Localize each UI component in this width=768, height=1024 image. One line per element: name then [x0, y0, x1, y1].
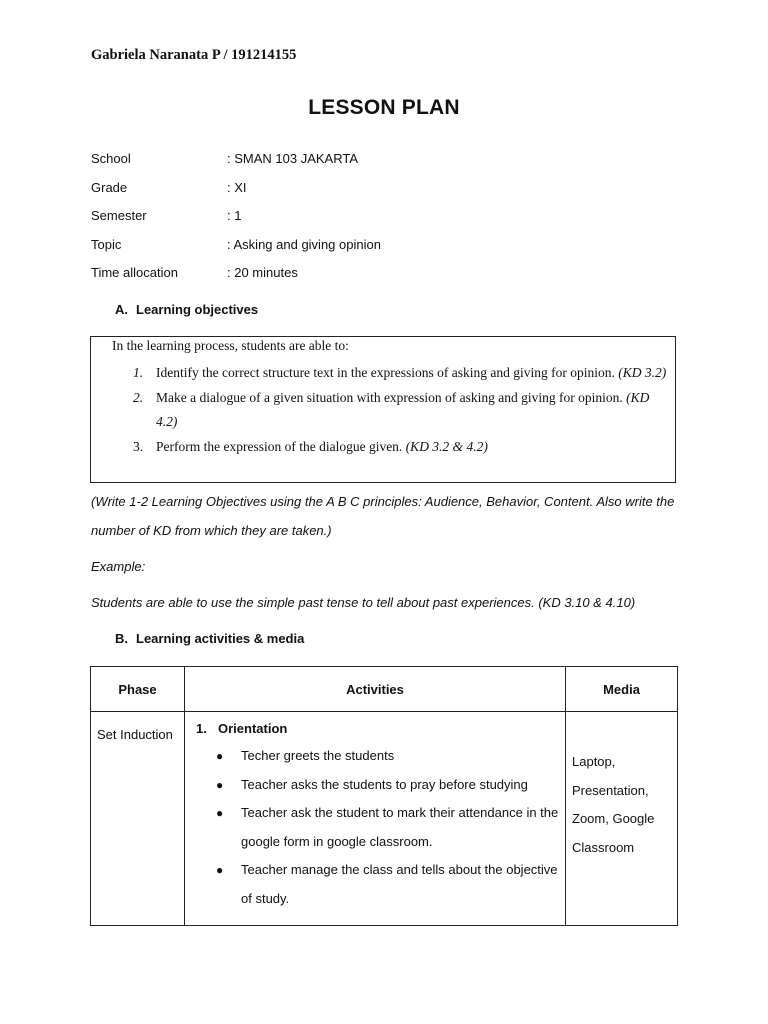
- section-title: Learning activities & media: [136, 631, 305, 646]
- objective-text-wrap: [156, 386, 667, 435]
- activity-list: [196, 742, 559, 913]
- info-label: Topic: [91, 236, 122, 252]
- objective-kd: (KD 4.2): [156, 389, 650, 429]
- example-label: Example:: [91, 559, 146, 574]
- objective-text: Identify the correct structure text in the expressions of asking and giving for opinion.: [156, 365, 619, 380]
- objective-number: 3.: [133, 438, 144, 454]
- phase-cell: Set Induction: [91, 712, 185, 926]
- list-item: [216, 856, 559, 913]
- objective-kd: (KD 3.2 & 4.2): [405, 438, 488, 454]
- column-header-activities: Activities: [185, 667, 566, 712]
- activity-text: Teacher asks the students to pray before studying: [241, 776, 528, 792]
- orientation-heading: [196, 718, 559, 740]
- objective-text-wrap: [156, 435, 488, 460]
- objective-text: Make a dialogue of a given situation with expression of asking and giving for opinion.: [156, 389, 627, 405]
- objective-item: [133, 435, 667, 460]
- objectives-list: [133, 361, 667, 459]
- bullet-icon: ●: [216, 777, 224, 792]
- info-block: [91, 151, 381, 294]
- example-text: Students are able to use the simple past tense to tell about past experiences. (KD 3.10 & 4.10): [91, 595, 636, 610]
- section-b-heading: [115, 631, 304, 646]
- objective-item: [133, 361, 667, 386]
- table-header-row: [91, 667, 678, 712]
- activity-text: Techer greets the students: [241, 748, 395, 763]
- info-value: : 20 minutes: [227, 265, 298, 280]
- activity-text: Teacher manage the class and tells about the objective of study.: [241, 862, 558, 906]
- section-title: Learning objectives: [136, 302, 259, 317]
- objective-text-wrap: [156, 361, 666, 386]
- info-row-grade: [91, 180, 381, 209]
- objective-number: 2.: [133, 389, 144, 405]
- objective-kd: (KD 3.2): [618, 365, 667, 380]
- orientation-title: Orientation: [218, 721, 288, 736]
- activities-cell: [185, 712, 566, 926]
- list-item: [216, 742, 559, 771]
- info-value: : XI: [227, 179, 247, 195]
- info-value: : 1: [227, 208, 242, 223]
- info-row-time: [91, 265, 381, 294]
- section-letter: B.: [115, 631, 128, 646]
- objectives-intro: In the learning process, students are able to:: [112, 338, 349, 353]
- info-row-semester: [91, 208, 381, 237]
- objectives-note: (Write 1-2 Learning Objectives using the A B C principles: Audience, Behavior, Content. Also write the number of KD from which they are taken.): [91, 494, 675, 538]
- section-letter: A.: [115, 302, 128, 317]
- info-label: Grade: [91, 179, 128, 195]
- objective-item: [133, 386, 667, 435]
- objective-text: Perform the expression of the dialogue given.: [156, 438, 406, 454]
- page-title: LESSON PLAN: [308, 96, 460, 119]
- bullet-icon: ●: [216, 806, 224, 820]
- column-header-phase: Phase: [91, 667, 185, 712]
- author-line: Gabriela Naranata P / 191214155: [91, 47, 297, 63]
- orientation-number: 1.: [196, 721, 207, 736]
- objectives-box: [90, 336, 676, 483]
- info-value: : Asking and giving opinion: [227, 236, 381, 252]
- info-label: School: [91, 151, 131, 166]
- activities-table: [90, 666, 678, 926]
- bullet-icon: ●: [216, 749, 224, 763]
- media-cell: Laptop, Presentation, Zoom, Google Classroom: [566, 712, 678, 926]
- list-item: [216, 799, 559, 856]
- objective-number: 1.: [133, 365, 144, 380]
- list-item: [216, 771, 559, 800]
- section-a-heading: [115, 302, 258, 317]
- bullet-icon: ●: [216, 863, 224, 877]
- info-row-school: [91, 151, 381, 180]
- table-row: [91, 712, 678, 926]
- info-value: : SMAN 103 JAKARTA: [227, 151, 359, 166]
- info-label: Time allocation: [91, 265, 178, 280]
- activity-text: Teacher ask the student to mark their attendance in the google form in google classroom.: [241, 805, 559, 849]
- info-label: Semester: [91, 208, 147, 223]
- column-header-media: Media: [566, 667, 678, 712]
- info-row-topic: [91, 237, 381, 266]
